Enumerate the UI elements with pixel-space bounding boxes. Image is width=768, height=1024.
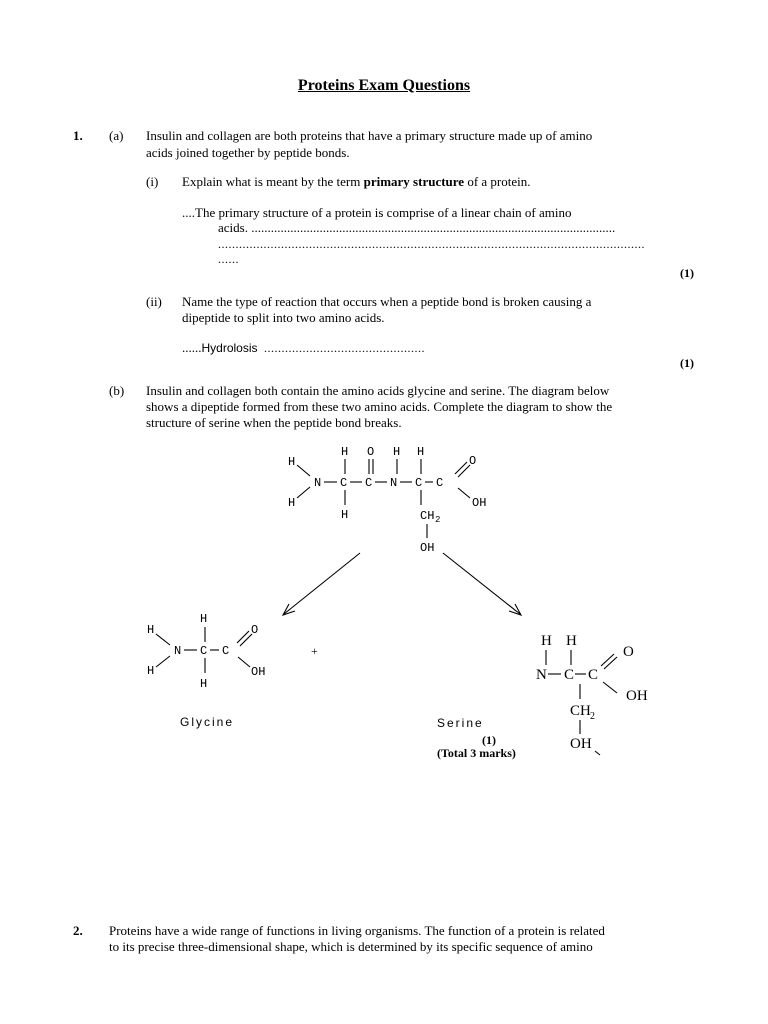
atom-h: H (393, 445, 401, 459)
atom-o: O (469, 454, 477, 468)
plus-sign: + (311, 644, 318, 658)
part-b-label: (b) (109, 383, 125, 398)
atom-c: C (222, 644, 230, 658)
part-a-text-line2: acids joined together by peptide bonds. (146, 145, 350, 160)
serine-structure (437, 633, 648, 755)
atom-ch2: CH (570, 703, 591, 719)
atom-h: H (566, 633, 577, 649)
part-b-text-line1: Insulin and collagen both contain the amino acids glycine and serine. The diagram below (146, 383, 610, 398)
part-b-text-line3: structure of serine when the peptide bond breaks. (146, 415, 402, 430)
atom-h: H (200, 677, 208, 691)
atom-ch2: CH (420, 509, 435, 523)
part-b-mark: (1) (482, 733, 496, 747)
part-i-mark: (1) (680, 266, 694, 280)
part-a-label: (a) (109, 128, 124, 143)
glycine-label: Glycine (180, 715, 235, 729)
part-i-label: (i) (146, 174, 159, 189)
atom-o: O (623, 644, 634, 660)
atom-c: C (588, 667, 599, 683)
atom-n: N (536, 667, 547, 683)
question-2-number: 2. (73, 923, 83, 938)
part-ii-mark: (1) (680, 356, 694, 370)
atom-c: C (340, 476, 348, 490)
part-b-text-line2: shows a dipeptide formed from these two amino acids. Complete the diagram to show the (146, 399, 613, 414)
atom-o: O (251, 623, 259, 637)
part-i-question: Explain what is meant by the term primary structure of a protein. (182, 174, 531, 189)
arrow-right (443, 553, 521, 615)
atom-oh: OH (251, 665, 266, 679)
atom-oh: OH (420, 541, 435, 555)
atom-oh: OH (626, 688, 648, 704)
part-ii-label: (ii) (146, 294, 162, 309)
atom-c: C (415, 476, 423, 490)
atom-n: N (314, 476, 322, 490)
glycine-structure (147, 612, 265, 729)
atom-n: N (174, 644, 182, 658)
part-i-answer-line2: acids. ................................................................................................................ (218, 220, 616, 235)
atom-h: H (341, 445, 349, 459)
atom-oh: OH (570, 736, 592, 752)
atom-h: H (288, 455, 296, 469)
question-2-text-line1: Proteins have a wide range of functions in living organisms. The function of a protein is related (109, 923, 605, 938)
part-ii-text-line1: Name the type of reaction that occurs when a peptide bond is broken causing a (182, 294, 592, 309)
question-2-text-line2: to its precise three-dimensional shape, which is determined by its specific sequence of amino (109, 939, 593, 954)
atom-h: H (541, 633, 552, 649)
atom-h: H (417, 445, 425, 459)
question-1-number: 1. (73, 128, 83, 143)
subscript-2: 2 (590, 711, 595, 722)
part-i-answer-line4: ...... (218, 252, 239, 266)
part-a-text-line1: Insulin and collagen are both proteins that have a primary structure made up of amino (146, 128, 593, 143)
part-ii-answer: ......Hydrolosis .............................................. (182, 340, 426, 355)
atom-c: C (436, 476, 444, 490)
question-1-total: (Total 3 marks) (437, 746, 516, 760)
part-i-answer-line1: ....The primary structure of a protein is comprise of a linear chain of amino (182, 205, 572, 220)
atom-h: H (288, 496, 296, 510)
atom-n: N (390, 476, 398, 490)
atom-c: C (200, 644, 208, 658)
atom-c: C (564, 667, 575, 683)
atom-o: O (367, 445, 375, 459)
part-ii-text-line2: dipeptide to split into two amino acids. (182, 310, 385, 325)
page-title: Proteins Exam Questions (297, 77, 471, 94)
subscript-2: 2 (435, 515, 441, 525)
atom-oh: OH (472, 496, 487, 510)
arrow-left (283, 553, 360, 615)
dipeptide-diagram (0, 430, 768, 780)
atom-h: H (147, 664, 155, 678)
atom-h: H (147, 623, 155, 637)
part-i-answer-line3: .......................................................................................................................... (218, 237, 645, 251)
atom-h: H (341, 508, 349, 522)
dipeptide-structure (288, 445, 486, 555)
serine-label: Serine (437, 716, 484, 730)
atom-h: H (200, 612, 208, 626)
atom-c: C (365, 476, 373, 490)
